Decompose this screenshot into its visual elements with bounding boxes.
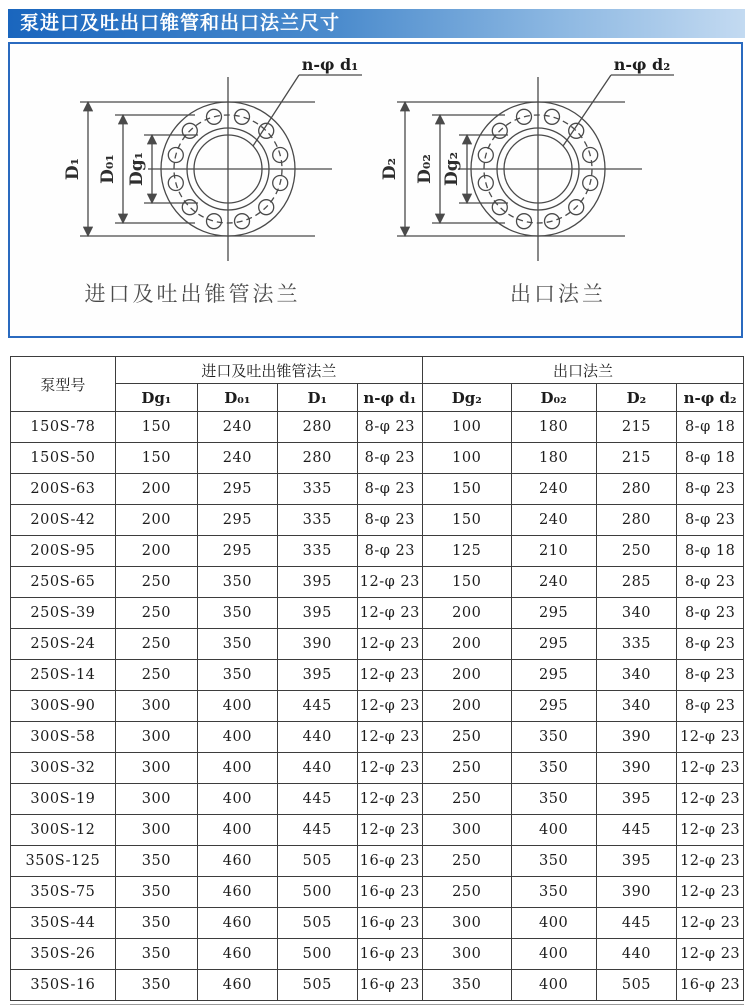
- dimension-cell: 215: [596, 443, 677, 474]
- dimension-cell: 460: [197, 877, 277, 908]
- col-header-d02: D₀₂: [511, 384, 596, 412]
- dimension-cell: 460: [197, 908, 277, 939]
- table-row: [11, 567, 744, 598]
- dimension-cell: 395: [596, 846, 677, 877]
- pump-model-cell: 250S-14: [11, 660, 116, 691]
- dimension-cell: 240: [511, 474, 596, 505]
- outlet-flange-drawing: [380, 55, 674, 261]
- dimension-cell: 340: [596, 660, 677, 691]
- dimension-cell: 16-φ 23: [357, 877, 422, 908]
- col-header-dg2: Dg₂: [422, 384, 511, 412]
- centerline-cross: [458, 77, 642, 261]
- dimension-cell: 12-φ 23: [677, 939, 744, 970]
- dimension-cell: 150: [115, 412, 197, 443]
- table-row: [11, 598, 744, 629]
- dimension-cell: 250: [422, 722, 511, 753]
- dimension-cell: 340: [596, 598, 677, 629]
- dimension-cell: 16-φ 23: [357, 970, 422, 1001]
- dimension-cell: 505: [277, 846, 357, 877]
- col-header-dg1: Dg₁: [115, 384, 197, 412]
- outlet-bore-label: Dg₂: [442, 151, 462, 187]
- dimension-cell: 440: [596, 939, 677, 970]
- table-row: [11, 443, 744, 474]
- dimension-cell: 8-φ 23: [357, 474, 422, 505]
- dimension-cell: 350: [511, 753, 596, 784]
- pump-model-cell: 150S-78: [11, 412, 116, 443]
- pump-model-cell: 300S-19: [11, 784, 116, 815]
- dimension-cell: 12-φ 23: [677, 722, 744, 753]
- dimension-cell: 280: [596, 505, 677, 536]
- dimension-cell: 300: [115, 784, 197, 815]
- table-row: [11, 536, 744, 567]
- dimension-cell: 12-φ 23: [357, 629, 422, 660]
- dimension-cell: 445: [596, 908, 677, 939]
- outlet-bolt-circle-label: D₀₂: [415, 154, 435, 184]
- dimension-cell: 500: [277, 939, 357, 970]
- dimension-cell: 16-φ 23: [357, 846, 422, 877]
- dimension-cell: 8-φ 23: [357, 536, 422, 567]
- table-row: [11, 970, 744, 1001]
- col-header-d1: D₁: [277, 384, 357, 412]
- dimension-cell: 505: [277, 908, 357, 939]
- dimension-cell: 400: [511, 939, 596, 970]
- dimension-cell: 400: [197, 691, 277, 722]
- dimension-cell: 250: [422, 784, 511, 815]
- dimension-cell: 505: [596, 970, 677, 1001]
- dimension-cell: 400: [197, 753, 277, 784]
- centerline-cross: [148, 77, 332, 261]
- dimension-cell: 250: [115, 567, 197, 598]
- pump-model-cell: 300S-90: [11, 691, 116, 722]
- dimension-cell: 350: [115, 877, 197, 908]
- table-row: [11, 939, 744, 970]
- dimension-cell: 335: [596, 629, 677, 660]
- col-header-nd1: n-φ d₁: [357, 384, 422, 412]
- dimension-cell: 8-φ 23: [677, 505, 744, 536]
- dimension-cell: 8-φ 23: [677, 598, 744, 629]
- dimension-cell: 200: [422, 629, 511, 660]
- dimension-cell: 12-φ 23: [357, 815, 422, 846]
- table-row: [11, 691, 744, 722]
- table-row: [11, 412, 744, 443]
- dimension-cell: 460: [197, 970, 277, 1001]
- dimension-cell: 350: [115, 846, 197, 877]
- inlet-flange-caption: 进口及吐出锥管法兰: [84, 282, 301, 306]
- dimension-cell: 445: [596, 815, 677, 846]
- dimension-cell: 445: [277, 815, 357, 846]
- pump-model-cell: 250S-65: [11, 567, 116, 598]
- dimension-cell: 400: [197, 815, 277, 846]
- dimension-cell: 150: [422, 567, 511, 598]
- dimension-cell: 12-φ 23: [357, 567, 422, 598]
- dimension-cell: 12-φ 23: [677, 846, 744, 877]
- pump-model-cell: 150S-50: [11, 443, 116, 474]
- pump-model-cell: 350S-125: [11, 846, 116, 877]
- dimension-cell: 440: [277, 753, 357, 784]
- dimension-cell: 285: [596, 567, 677, 598]
- inlet-bore-label: Dg₁: [127, 151, 147, 187]
- dimension-cell: 12-φ 23: [357, 598, 422, 629]
- dimension-cell: 295: [511, 691, 596, 722]
- dimension-cell: 240: [511, 567, 596, 598]
- pump-model-cell: 200S-42: [11, 505, 116, 536]
- dimension-cell: 505: [277, 970, 357, 1001]
- pump-model-cell: 200S-95: [11, 536, 116, 567]
- dimension-cell: 390: [596, 877, 677, 908]
- inlet-flange-drawing: [63, 55, 362, 261]
- dimension-cell: 12-φ 23: [357, 660, 422, 691]
- dimension-cell: 12-φ 23: [677, 815, 744, 846]
- dimension-cell: 445: [277, 784, 357, 815]
- dimension-cell: 440: [277, 722, 357, 753]
- table-row: [11, 908, 744, 939]
- dimension-cell: 300: [115, 815, 197, 846]
- table-row: [11, 474, 744, 505]
- dimension-cell: 460: [197, 846, 277, 877]
- dimension-cell: 300: [115, 753, 197, 784]
- dimension-cell: 250: [422, 877, 511, 908]
- outlet-flange-caption: 出口法兰: [510, 282, 606, 306]
- dimension-cell: 400: [511, 815, 596, 846]
- pump-model-cell: 350S-26: [11, 939, 116, 970]
- dimension-cell: 250: [422, 846, 511, 877]
- outlet-holes-label: n-φ d₂: [613, 55, 671, 74]
- table-row: [11, 722, 744, 753]
- dimension-cell: 16-φ 23: [357, 908, 422, 939]
- dimension-cell: 150: [422, 505, 511, 536]
- pump-model-cell: 300S-32: [11, 753, 116, 784]
- dimension-cell: 250: [115, 629, 197, 660]
- dimension-cell: 350: [511, 722, 596, 753]
- inlet-bolt-circle-label: D₀₁: [98, 154, 118, 184]
- cut-off-next-row-line: [10, 1004, 744, 1005]
- dimension-cell: 250: [115, 660, 197, 691]
- inlet-holes-leader: [253, 75, 362, 146]
- table-body: [11, 412, 744, 1001]
- dimension-cell: 460: [197, 939, 277, 970]
- dimension-cell: 250: [596, 536, 677, 567]
- dimension-cell: 200: [115, 505, 197, 536]
- dimension-cell: 395: [277, 660, 357, 691]
- dimension-cell: 12-φ 23: [677, 908, 744, 939]
- dimension-cell: 12-φ 23: [677, 877, 744, 908]
- dimension-cell: 12-φ 23: [677, 753, 744, 784]
- dimension-cell: 280: [277, 443, 357, 474]
- dimension-cell: 400: [511, 908, 596, 939]
- dimension-cell: 240: [197, 443, 277, 474]
- dimension-cell: 350: [511, 784, 596, 815]
- outlet-outer-diameter-label: D₂: [380, 157, 400, 181]
- inlet-holes-label: n-φ d₁: [301, 55, 359, 74]
- dimension-cell: 280: [596, 474, 677, 505]
- dimension-cell: 280: [277, 412, 357, 443]
- pump-model-cell: 350S-16: [11, 970, 116, 1001]
- dimension-cell: 200: [115, 536, 197, 567]
- dimension-cell: 390: [277, 629, 357, 660]
- dimension-cell: 340: [596, 691, 677, 722]
- dimension-cell: 12-φ 23: [357, 784, 422, 815]
- dimension-cell: 12-φ 23: [357, 753, 422, 784]
- dimension-cell: 8-φ 23: [357, 412, 422, 443]
- pump-model-cell: 200S-63: [11, 474, 116, 505]
- dimension-cell: 300: [422, 908, 511, 939]
- dimension-cell: 350: [197, 629, 277, 660]
- dimension-cell: 335: [277, 474, 357, 505]
- dimension-cell: 8-φ 23: [677, 660, 744, 691]
- dimension-cell: 125: [422, 536, 511, 567]
- dimension-cell: 12-φ 23: [357, 722, 422, 753]
- table-row: [11, 629, 744, 660]
- dimension-cell: 240: [511, 505, 596, 536]
- dimension-cell: 250: [115, 598, 197, 629]
- dimension-cell: 350: [115, 939, 197, 970]
- dimension-cell: 295: [197, 505, 277, 536]
- col-header-nd2: n-φ d₂: [677, 384, 744, 412]
- col-header-d01: D₀₁: [197, 384, 277, 412]
- dimension-cell: 100: [422, 412, 511, 443]
- dimension-cell: 8-φ 18: [677, 536, 744, 567]
- table-row: [11, 660, 744, 691]
- dimension-cell: 200: [422, 691, 511, 722]
- dimension-cell: 350: [197, 660, 277, 691]
- dimension-cell: 8-φ 23: [357, 443, 422, 474]
- dimension-cell: 8-φ 23: [357, 505, 422, 536]
- pump-model-cell: 300S-12: [11, 815, 116, 846]
- dimension-cell: 100: [422, 443, 511, 474]
- dimension-cell: 395: [277, 567, 357, 598]
- dimension-cell: 200: [422, 598, 511, 629]
- flange-dimension-table: [10, 356, 744, 1001]
- dimension-cell: 400: [197, 722, 277, 753]
- inlet-group-header: 进口及吐出锥管法兰: [115, 357, 422, 384]
- page-title: 泵进口及吐出口锥管和出口法兰尺寸: [8, 9, 745, 38]
- dimension-cell: 300: [115, 722, 197, 753]
- dimension-cell: 16-φ 23: [357, 939, 422, 970]
- dimension-cell: 335: [277, 505, 357, 536]
- dimension-cell: 295: [197, 536, 277, 567]
- dimension-cell: 16-φ 23: [677, 970, 744, 1001]
- dimension-cell: 8-φ 18: [677, 443, 744, 474]
- dimension-cell: 150: [422, 474, 511, 505]
- table-row: [11, 784, 744, 815]
- dimension-cell: 8-φ 18: [677, 412, 744, 443]
- pump-model-header: 泵型号: [11, 357, 116, 412]
- dimension-cell: 350: [511, 877, 596, 908]
- dimension-cell: 180: [511, 412, 596, 443]
- dimension-cell: 12-φ 23: [677, 784, 744, 815]
- dimension-cell: 8-φ 23: [677, 691, 744, 722]
- inlet-outer-diameter-label: D₁: [63, 157, 83, 181]
- dimension-cell: 390: [596, 753, 677, 784]
- dimension-cell: 295: [511, 660, 596, 691]
- outlet-group-header: 出口法兰: [422, 357, 743, 384]
- dimension-cell: 295: [197, 474, 277, 505]
- dimension-cell: 200: [422, 660, 511, 691]
- dimension-cell: 12-φ 23: [357, 691, 422, 722]
- dimension-cell: 295: [511, 598, 596, 629]
- table-row: [11, 846, 744, 877]
- dimension-cell: 300: [422, 939, 511, 970]
- dimension-cell: 390: [596, 722, 677, 753]
- table-row: [11, 815, 744, 846]
- dimension-cell: 8-φ 23: [677, 567, 744, 598]
- dimension-cell: 500: [277, 877, 357, 908]
- dimension-cell: 180: [511, 443, 596, 474]
- table-row: [11, 877, 744, 908]
- col-header-d2: D₂: [596, 384, 677, 412]
- pump-model-cell: 250S-24: [11, 629, 116, 660]
- dimension-cell: 350: [197, 598, 277, 629]
- table-row: [11, 753, 744, 784]
- dimension-cell: 240: [197, 412, 277, 443]
- dimension-cell: 350: [422, 970, 511, 1001]
- pump-model-cell: 350S-44: [11, 908, 116, 939]
- dimension-cell: 8-φ 23: [677, 474, 744, 505]
- pump-model-cell: 300S-58: [11, 722, 116, 753]
- dimension-cell: 395: [596, 784, 677, 815]
- dimension-cell: 395: [277, 598, 357, 629]
- dimension-cell: 335: [277, 536, 357, 567]
- dimension-cell: 300: [115, 691, 197, 722]
- flange-diagram-panel: [8, 42, 743, 338]
- dimension-cell: 350: [115, 908, 197, 939]
- dimension-cell: 8-φ 23: [677, 629, 744, 660]
- dimension-cell: 350: [197, 567, 277, 598]
- dimension-cell: 350: [115, 970, 197, 1001]
- dimension-cell: 150: [115, 443, 197, 474]
- dimension-cell: 210: [511, 536, 596, 567]
- dimension-cell: 200: [115, 474, 197, 505]
- dimension-cell: 350: [511, 846, 596, 877]
- dimension-cell: 295: [511, 629, 596, 660]
- table-row: [11, 505, 744, 536]
- pump-model-cell: 250S-39: [11, 598, 116, 629]
- dimension-cell: 400: [197, 784, 277, 815]
- dimension-cell: 250: [422, 753, 511, 784]
- dimension-cell: 445: [277, 691, 357, 722]
- dimension-cell: 215: [596, 412, 677, 443]
- dimension-cell: 400: [511, 970, 596, 1001]
- pump-model-cell: 350S-75: [11, 877, 116, 908]
- dimension-cell: 300: [422, 815, 511, 846]
